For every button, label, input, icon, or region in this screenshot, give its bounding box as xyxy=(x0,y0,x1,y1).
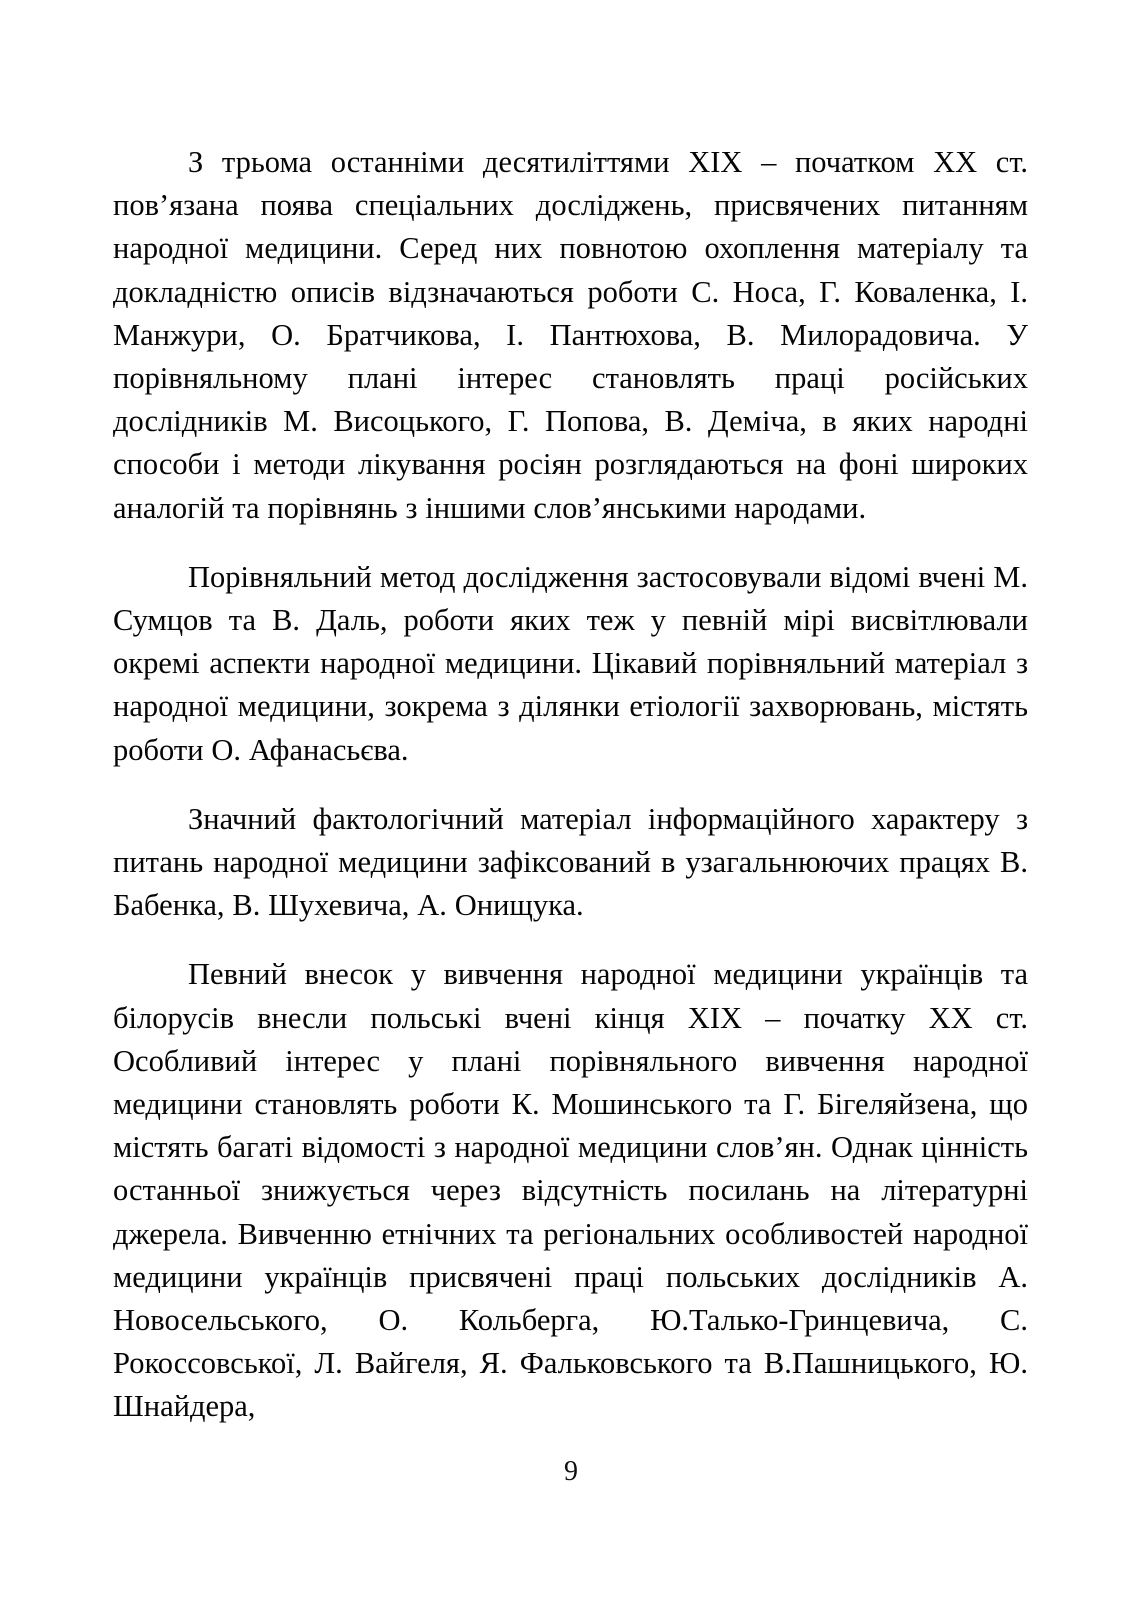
paragraph: Значний фактологічний матеріал інформаційного характеру з питань народної медицини зафіксований в узагальнюючих працях В. Бабенка, В. Шухевича, А. Онищука. xyxy=(113,801,1028,923)
page-number: 9 xyxy=(564,1456,578,1487)
paragraph: З трьома останніми десятиліттями XIX – початком XX ст. пов’язана поява спеціальних досліджень, присвячених питанням народної медицини. Серед них повнотою охоплення матеріалу та докладністю описів відзначаються роботи С. Носа, Г. Коваленка, І. Манжури, О. Братчикова, І. Пантюхова, В. Милорадовича. У порівняльному плані інтерес становлять праці російських дослідників М. Висоцького, Г. Попова, В. Деміча, в яких народні способи і методи лікування росіян розглядаються на фоні широких аналогій та порівнянь з іншими слов’янськими народами. xyxy=(113,145,1028,525)
page-text-block xyxy=(113,141,1028,1429)
paragraph: Порівняльний метод дослідження застосовували відомі вчені М. Сумцов та В. Даль, роботи яких теж у певній мірі висвітлювали окремі аспекти народної медицини. Цікавий порівняльний матеріал з народної медицини, зокрема з ділянки етіології захворювань, містять роботи О. Афанасьєва. xyxy=(113,559,1028,767)
paragraph: Певний внесок у вивчення народної медицини українців та білорусів внесли польські вчені кінця XIX – початку XX ст. Особливий інтерес у плані порівняльного вивчення народної медицини становлять роботи К. Мошинського та Г. Бігеляйзена, що містять багаті відомості з народної медицини слов’ян. Однак цінність останньої знижується через відсутність посилань на літературні джерела. Вивченню етнічних та регіональних особливостей народної медицини українців присвячені праці польських дослідників А. Новосельського, О. Кольберга, Ю.Талько-Гринцевича, С. Рокоссовської, Л. Вайгеля, Я. Фальковського та В.Пашницького, Ю. Шнайдера, xyxy=(113,957,1028,1424)
